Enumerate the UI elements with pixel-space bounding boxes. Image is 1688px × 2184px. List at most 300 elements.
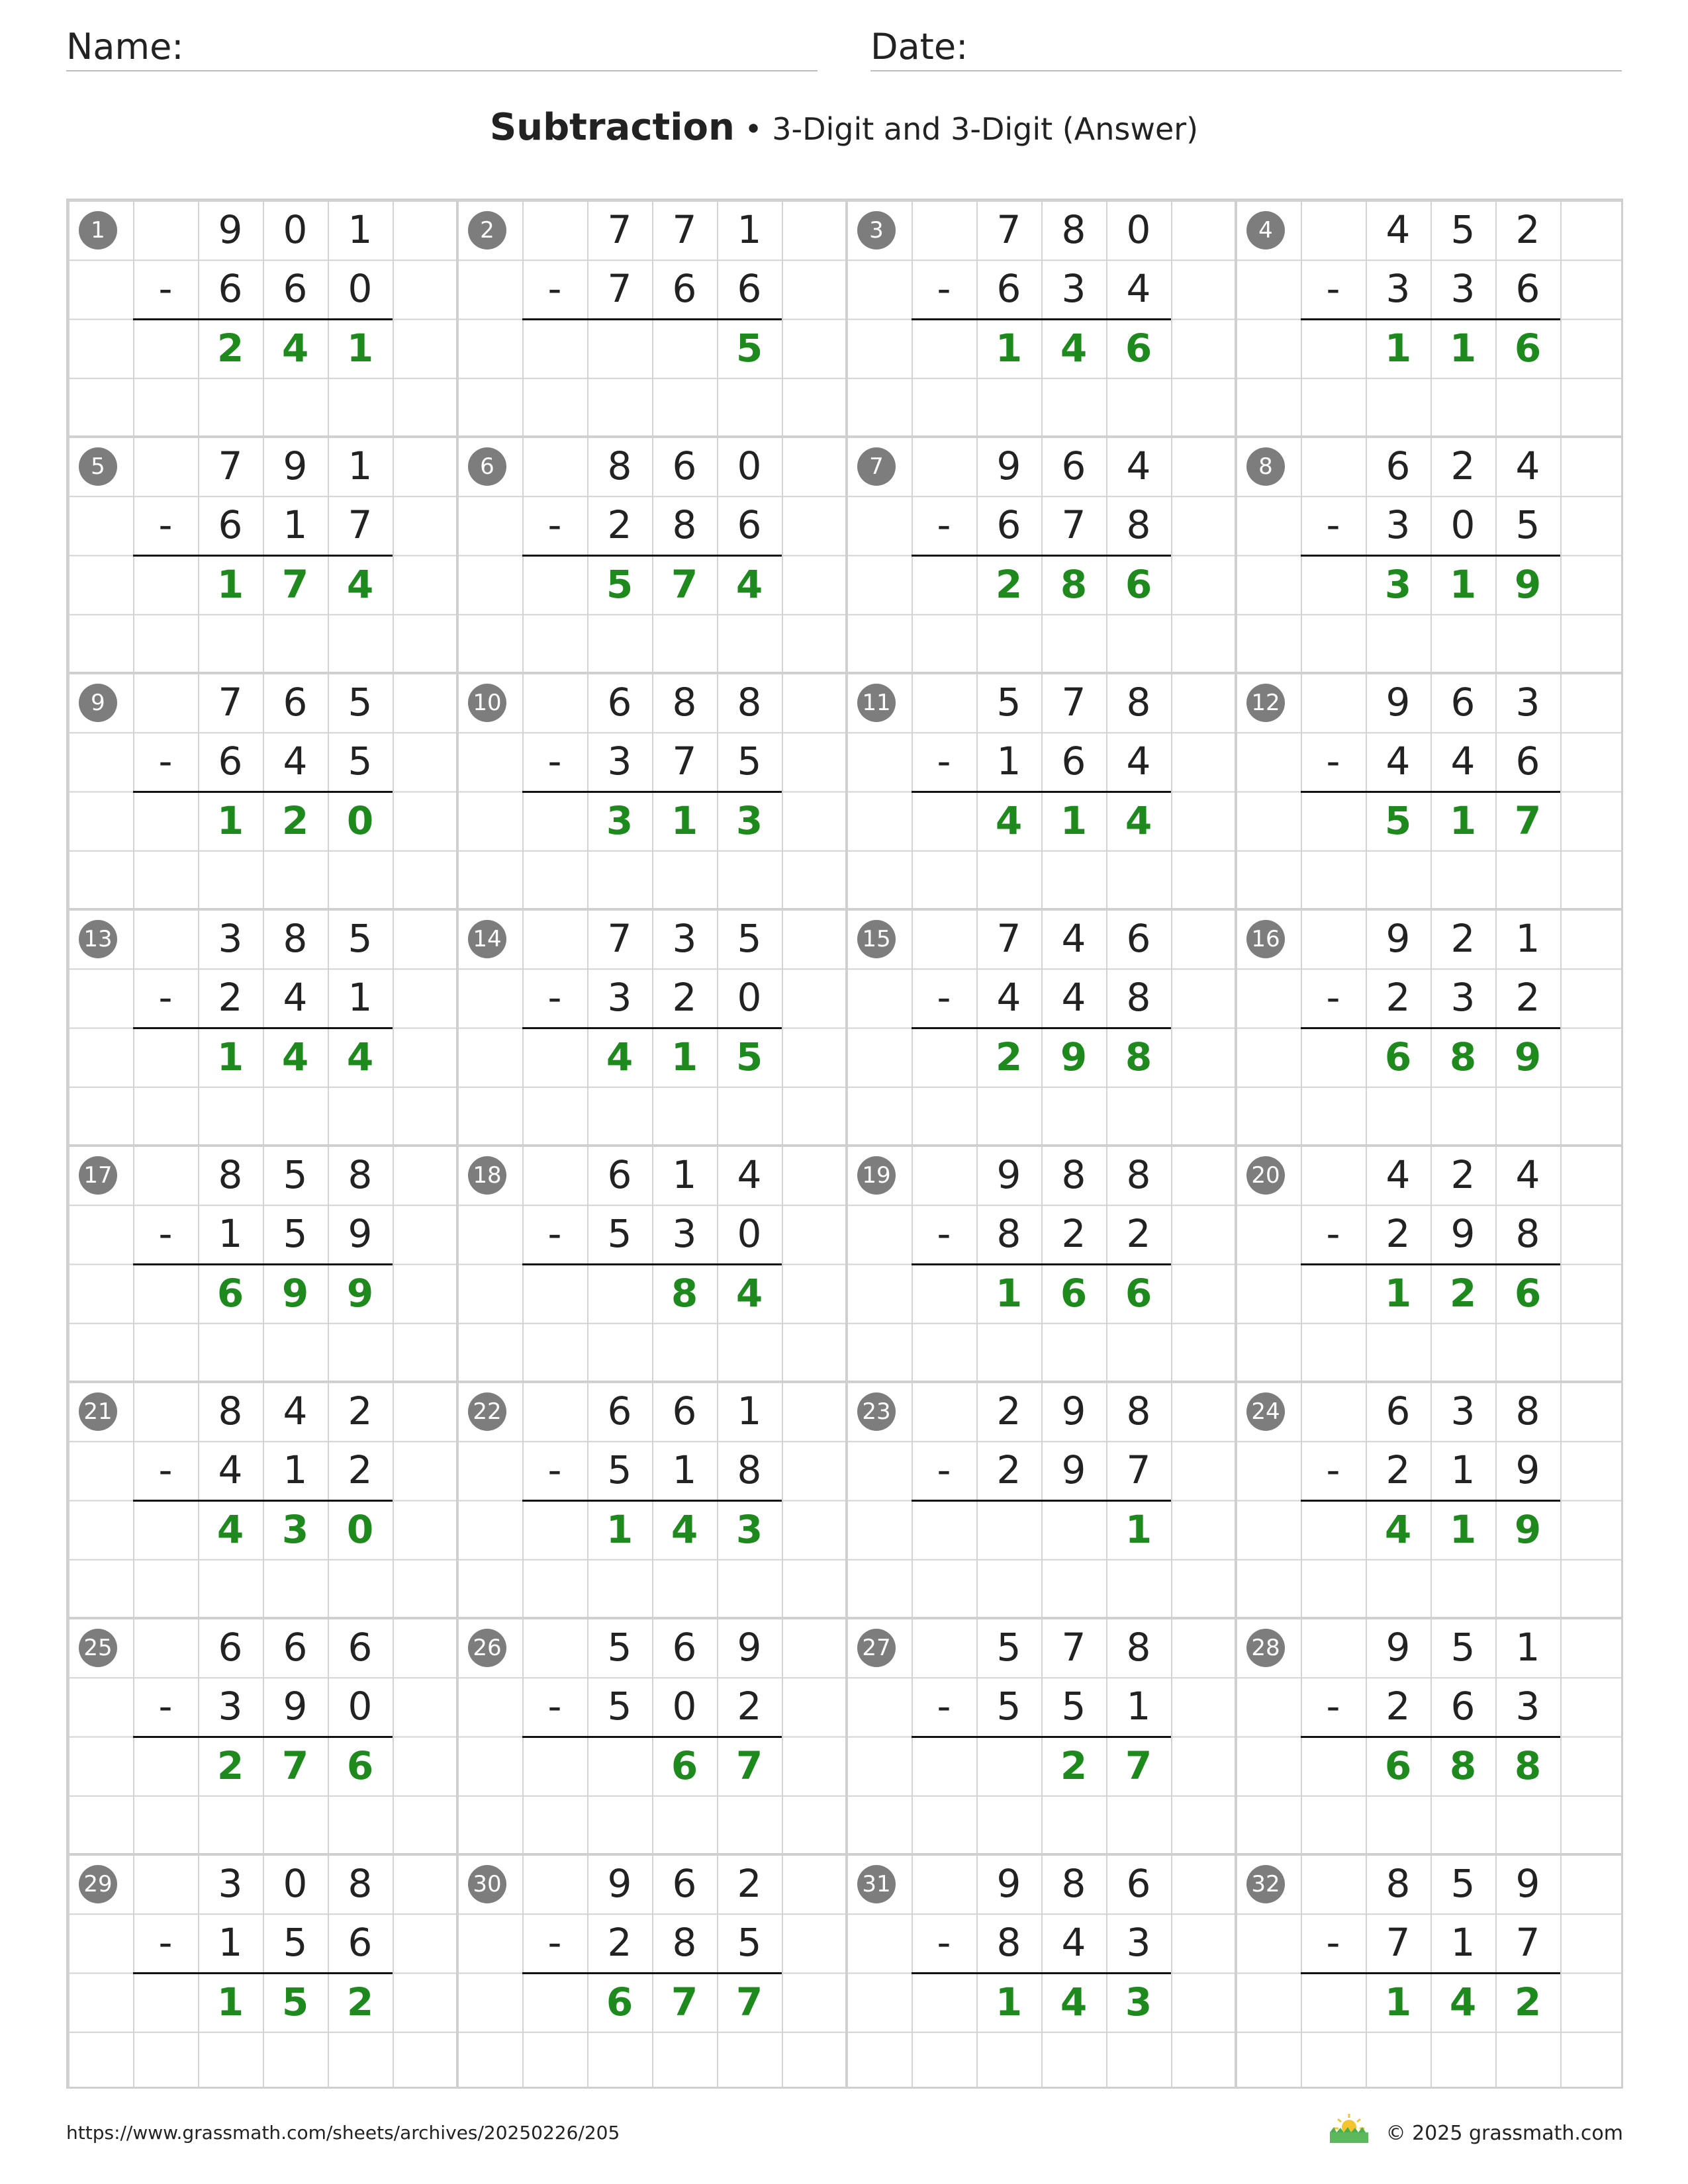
answer-digit: 1 [1384, 1979, 1412, 2025]
answer-digit: 5 [606, 561, 633, 607]
problem-block [847, 909, 1236, 1146]
minus-sign: - [1326, 502, 1340, 548]
subtrahend-digit: 4 [1061, 1920, 1086, 1966]
subtrahend-digit: 8 [996, 1211, 1021, 1257]
subtrahend-digit: 9 [1450, 1211, 1476, 1257]
answer-digit: 4 [1384, 1506, 1412, 1552]
minuend-digit: 3 [218, 916, 243, 961]
date-label: Date: [870, 26, 968, 68]
answer-digit: 1 [216, 561, 244, 607]
answer-digit: 5 [1384, 797, 1412, 843]
problem-block [847, 1382, 1236, 1618]
problem-block [68, 673, 457, 909]
problem-block [1236, 673, 1625, 909]
subtrahend-digit: 6 [283, 266, 308, 312]
minus-sign: - [547, 739, 562, 784]
minuend-digit: 7 [607, 916, 632, 961]
minuend-digit: 5 [737, 916, 762, 961]
answer-digit: 6 [1384, 1034, 1412, 1079]
answer-digit: 3 [606, 797, 633, 843]
answer-digit: 1 [1449, 797, 1477, 843]
minuend-digit: 6 [607, 1152, 632, 1197]
subtrahend-digit: 3 [1061, 266, 1086, 312]
answer-digit: 2 [995, 1034, 1023, 1079]
subtrahend-digit: 9 [283, 1684, 308, 1729]
problem-number-badge: 28 [1246, 1629, 1285, 1667]
minuend-digit: 0 [283, 1861, 308, 1906]
subtrahend-digit: 6 [1061, 739, 1086, 784]
minuend-digit: 3 [1450, 1388, 1476, 1433]
problem-number-badge: 15 [857, 920, 896, 958]
subtrahend-digit: 5 [283, 1920, 308, 1966]
minuend-digit: 9 [1385, 680, 1411, 725]
problem-block [68, 1146, 457, 1382]
answer-digit: 4 [1449, 1979, 1477, 2025]
subtrahend-digit: 3 [607, 739, 632, 784]
answer-digit: 7 [1514, 797, 1542, 843]
subtrahend-digit: 2 [1061, 1211, 1086, 1257]
subtrahend-digit: 7 [1515, 1920, 1540, 1966]
answer-digit: 4 [346, 1034, 374, 1079]
answer-digit: 6 [216, 1270, 244, 1316]
minuend-digit: 6 [348, 1625, 373, 1670]
answer-digit: 1 [1384, 1270, 1412, 1316]
problem-number-badge: 25 [79, 1629, 117, 1667]
subtrahend-digit: 2 [1385, 975, 1411, 1021]
subtrahend-digit: 9 [1061, 1447, 1086, 1493]
minuend-digit: 8 [1061, 207, 1086, 252]
answer-digit: 9 [346, 1270, 374, 1316]
title-subtitle: • 3-Digit and 3-Digit (Answer) [734, 111, 1199, 147]
minuend-digit: 6 [1061, 443, 1086, 488]
problem-block [68, 437, 457, 673]
subtrahend-digit: 8 [737, 1447, 762, 1493]
problem-number-badge: 29 [79, 1865, 117, 1903]
minuend-digit: 6 [1450, 680, 1476, 725]
answer-digit: 7 [671, 561, 698, 607]
subtrahend-digit: 7 [607, 266, 632, 312]
subtrahend-digit: 0 [737, 975, 762, 1021]
subtrahend-digit: 6 [1515, 266, 1540, 312]
minus-sign: - [158, 1211, 173, 1257]
answer-digit: 6 [1514, 1270, 1542, 1316]
subtrahend-digit: 8 [672, 502, 697, 548]
answer-digit: 4 [671, 1506, 698, 1552]
minuend-digit: 8 [1061, 1152, 1086, 1197]
minuend-digit: 9 [996, 443, 1021, 488]
answer-digit: 6 [1125, 561, 1152, 607]
problem-block [1236, 201, 1625, 437]
minus-sign: - [547, 266, 562, 312]
answer-digit: 4 [216, 1506, 244, 1552]
problem-block [457, 1854, 847, 2091]
problem-block [847, 437, 1236, 673]
minuend-digit: 7 [996, 207, 1021, 252]
subtrahend-digit: 1 [672, 1447, 697, 1493]
minuend-digit: 6 [283, 1625, 308, 1670]
subtrahend-digit: 1 [996, 739, 1021, 784]
subtrahend-digit: 1 [218, 1211, 243, 1257]
subtrahend-digit: 9 [348, 1211, 373, 1257]
problem-grid [66, 199, 1623, 2089]
minuend-digit: 6 [1126, 1861, 1151, 1906]
answer-digit: 6 [671, 1743, 698, 1788]
subtrahend-digit: 1 [1126, 1684, 1151, 1729]
subtrahend-digit: 9 [1515, 1447, 1540, 1493]
answer-digit: 7 [735, 1743, 763, 1788]
subtrahend-digit: 3 [1385, 266, 1411, 312]
subtrahend-digit: 3 [218, 1684, 243, 1729]
answer-digit: 3 [735, 1506, 763, 1552]
minuend-digit: 0 [283, 207, 308, 252]
answer-digit: 9 [1514, 1506, 1542, 1552]
problem-block [457, 1382, 847, 1618]
problem-number-badge: 16 [1246, 920, 1285, 958]
answer-digit: 5 [281, 1979, 309, 2025]
answer-digit: 1 [346, 325, 374, 371]
subtrahend-digit: 2 [348, 1447, 373, 1493]
problem-block [847, 1854, 1236, 2091]
subtrahend-digit: 5 [1061, 1684, 1086, 1729]
subtrahend-digit: 5 [607, 1211, 632, 1257]
subtrahend-digit: 6 [737, 502, 762, 548]
minuend-digit: 8 [737, 680, 762, 725]
answer-digit: 0 [346, 797, 374, 843]
problem-number-badge: 7 [857, 447, 896, 486]
problem-block [1236, 1854, 1625, 2091]
minuend-digit: 5 [996, 680, 1021, 725]
minuend-digit: 6 [672, 1861, 697, 1906]
problem-number-badge: 6 [468, 447, 506, 486]
minuend-digit: 5 [1450, 1861, 1476, 1906]
answer-digit: 4 [606, 1034, 633, 1079]
title-main: Subtraction [489, 106, 735, 149]
minus-sign: - [937, 1211, 951, 1257]
problem-block [68, 201, 457, 437]
problem-number-badge: 23 [857, 1392, 896, 1431]
minuend-digit: 9 [1515, 1861, 1540, 1906]
minus-sign: - [1326, 975, 1340, 1021]
minuend-digit: 5 [1450, 1625, 1476, 1670]
minus-sign: - [158, 739, 173, 784]
subtrahend-digit: 2 [737, 1684, 762, 1729]
subtrahend-digit: 8 [1126, 502, 1151, 548]
subtrahend-digit: 2 [1515, 975, 1540, 1021]
answer-digit: 6 [1125, 325, 1152, 371]
problem-block [457, 909, 847, 1146]
answer-digit: 1 [1125, 1506, 1152, 1552]
minuend-digit: 5 [1450, 207, 1476, 252]
subtrahend-digit: 4 [283, 975, 308, 1021]
answer-digit: 2 [995, 561, 1023, 607]
problem-block [457, 673, 847, 909]
minuend-digit: 9 [218, 207, 243, 252]
minus-sign: - [1326, 1447, 1340, 1493]
minuend-digit: 6 [218, 1625, 243, 1670]
problem-number-badge: 17 [79, 1156, 117, 1195]
minus-sign: - [1326, 1920, 1340, 1966]
minuend-digit: 1 [348, 443, 373, 488]
minuend-digit: 8 [218, 1388, 243, 1433]
subtrahend-digit: 5 [1515, 502, 1540, 548]
problem-block [68, 1854, 457, 2091]
subtrahend-digit: 6 [996, 266, 1021, 312]
answer-digit: 1 [995, 325, 1023, 371]
minuend-digit: 1 [672, 1152, 697, 1197]
minuend-digit: 7 [672, 207, 697, 252]
subtrahend-digit: 1 [1450, 1447, 1476, 1493]
subtrahend-digit: 1 [283, 1447, 308, 1493]
problem-block [847, 1146, 1236, 1382]
minuend-digit: 8 [218, 1152, 243, 1197]
answer-digit: 7 [281, 1743, 309, 1788]
answer-digit: 9 [1060, 1034, 1088, 1079]
problem-number-badge: 12 [1246, 684, 1285, 722]
minuend-digit: 4 [1515, 443, 1540, 488]
minus-sign: - [158, 266, 173, 312]
answer-digit: 3 [1125, 1979, 1152, 2025]
subtrahend-digit: 7 [672, 739, 697, 784]
answer-digit: 8 [1514, 1743, 1542, 1788]
answer-digit: 2 [346, 1979, 374, 2025]
subtrahend-digit: 0 [348, 266, 373, 312]
subtrahend-digit: 4 [218, 1447, 243, 1493]
subtrahend-digit: 3 [672, 1211, 697, 1257]
minus-sign: - [547, 502, 562, 548]
answer-digit: 3 [281, 1506, 309, 1552]
minuend-digit: 6 [672, 1388, 697, 1433]
subtrahend-digit: 4 [1385, 739, 1411, 784]
minuend-digit: 8 [1385, 1861, 1411, 1906]
problem-block [68, 909, 457, 1146]
minuend-digit: 9 [1061, 1388, 1086, 1433]
subtrahend-digit: 3 [1515, 1684, 1540, 1729]
subtrahend-digit: 2 [672, 975, 697, 1021]
name-field[interactable] [66, 24, 818, 71]
footer-copyright: © 2025 grassmath.com [1385, 2122, 1623, 2145]
minuend-digit: 0 [737, 443, 762, 488]
minuend-digit: 7 [996, 916, 1021, 961]
subtrahend-digit: 2 [218, 975, 243, 1021]
minuend-digit: 5 [996, 1625, 1021, 1670]
minuend-digit: 8 [1126, 1388, 1151, 1433]
problem-number-badge: 4 [1246, 211, 1285, 250]
answer-digit: 1 [995, 1979, 1023, 2025]
subtrahend-digit: 6 [1515, 739, 1540, 784]
subtrahend-digit: 5 [348, 739, 373, 784]
subtrahend-digit: 1 [1450, 1920, 1476, 1966]
subtrahend-digit: 2 [1385, 1684, 1411, 1729]
subtrahend-digit: 5 [996, 1684, 1021, 1729]
problem-block [457, 1146, 847, 1382]
answer-digit: 8 [671, 1270, 698, 1316]
answer-digit: 9 [1514, 1034, 1542, 1079]
answer-digit: 1 [671, 797, 698, 843]
minuend-digit: 8 [607, 443, 632, 488]
answer-digit: 7 [281, 561, 309, 607]
problem-number-badge: 30 [468, 1865, 506, 1903]
minus-sign: - [937, 1684, 951, 1729]
subtrahend-digit: 7 [1385, 1920, 1411, 1966]
minuend-digit: 7 [218, 443, 243, 488]
date-field[interactable] [870, 24, 1622, 71]
problem-block [457, 201, 847, 437]
problem-number-badge: 8 [1246, 447, 1285, 486]
minus-sign: - [937, 502, 951, 548]
subtrahend-digit: 6 [348, 1920, 373, 1966]
minuend-digit: 2 [348, 1388, 373, 1433]
minus-sign: - [937, 975, 951, 1021]
answer-digit: 4 [1060, 1979, 1088, 2025]
minuend-digit: 8 [1126, 680, 1151, 725]
minuend-digit: 3 [1515, 680, 1540, 725]
subtrahend-digit: 6 [218, 739, 243, 784]
subtrahend-digit: 6 [737, 266, 762, 312]
subtrahend-digit: 4 [1126, 739, 1151, 784]
minuend-digit: 6 [672, 1625, 697, 1670]
minus-sign: - [1326, 1684, 1340, 1729]
answer-digit: 6 [1125, 1270, 1152, 1316]
problem-number-badge: 10 [468, 684, 506, 722]
minus-sign: - [1326, 739, 1340, 784]
subtrahend-digit: 1 [218, 1920, 243, 1966]
minuend-digit: 5 [348, 680, 373, 725]
problem-number-badge: 22 [468, 1392, 506, 1431]
problem-block [847, 1618, 1236, 1854]
minuend-digit: 9 [737, 1625, 762, 1670]
subtrahend-digit: 6 [996, 502, 1021, 548]
answer-digit: 6 [1514, 325, 1542, 371]
problem-block [1236, 1618, 1625, 1854]
minus-sign: - [1326, 1211, 1340, 1257]
problem-number-badge: 14 [468, 920, 506, 958]
problem-block [1236, 1146, 1625, 1382]
subtrahend-digit: 1 [283, 502, 308, 548]
subtrahend-digit: 0 [1450, 502, 1476, 548]
problem-number-badge: 13 [79, 920, 117, 958]
problem-number-badge: 24 [1246, 1392, 1285, 1431]
answer-digit: 4 [1060, 325, 1088, 371]
answer-digit: 2 [281, 797, 309, 843]
answer-digit: 1 [995, 1270, 1023, 1316]
subtrahend-digit: 8 [1515, 1211, 1540, 1257]
problem-block [457, 1618, 847, 1854]
minuend-digit: 1 [737, 1388, 762, 1433]
problem-number-badge: 2 [468, 211, 506, 250]
answer-digit: 2 [216, 325, 244, 371]
answer-digit: 5 [735, 325, 763, 371]
grass-sun-logo-icon [1327, 2111, 1371, 2146]
minuend-digit: 2 [1450, 1152, 1476, 1197]
minuend-digit: 8 [1515, 1388, 1540, 1433]
minuend-digit: 6 [1385, 443, 1411, 488]
subtrahend-digit: 7 [348, 502, 373, 548]
problem-number-badge: 32 [1246, 1865, 1285, 1903]
problem-number-badge: 5 [79, 447, 117, 486]
subtrahend-digit: 4 [1061, 975, 1086, 1021]
answer-digit: 1 [216, 1979, 244, 2025]
subtrahend-digit: 2 [996, 1447, 1021, 1493]
subtrahend-digit: 8 [996, 1920, 1021, 1966]
worksheet-title [0, 106, 1688, 149]
subtrahend-digit: 7 [1061, 502, 1086, 548]
minus-sign: - [158, 1447, 173, 1493]
minuend-digit: 9 [1385, 916, 1411, 961]
answer-digit: 1 [216, 797, 244, 843]
subtrahend-digit: 0 [672, 1684, 697, 1729]
footer-url: https://www.grassmath.com/sheets/archives/20250226/205 [66, 2122, 620, 2144]
answer-digit: 5 [735, 1034, 763, 1079]
subtrahend-digit: 2 [607, 1920, 632, 1966]
answer-digit: 4 [995, 797, 1023, 843]
minuend-digit: 9 [1385, 1625, 1411, 1670]
minuend-digit: 5 [348, 916, 373, 961]
answer-digit: 4 [346, 561, 374, 607]
minuend-digit: 2 [1515, 207, 1540, 252]
answer-digit: 1 [671, 1034, 698, 1079]
subtrahend-digit: 8 [672, 1920, 697, 1966]
problem-number-badge: 1 [79, 211, 117, 250]
minuend-digit: 1 [737, 207, 762, 252]
subtrahend-digit: 6 [672, 266, 697, 312]
problem-block [1236, 909, 1625, 1146]
minuend-digit: 9 [607, 1861, 632, 1906]
minuend-digit: 8 [283, 916, 308, 961]
subtrahend-digit: 1 [348, 975, 373, 1021]
answer-digit: 1 [1449, 561, 1477, 607]
answer-digit: 7 [1125, 1743, 1152, 1788]
subtrahend-digit: 4 [1126, 266, 1151, 312]
answer-digit: 1 [1384, 325, 1412, 371]
minuend-digit: 8 [1126, 1625, 1151, 1670]
subtrahend-digit: 6 [218, 266, 243, 312]
minuend-digit: 6 [607, 1388, 632, 1433]
problem-block [847, 673, 1236, 909]
minus-sign: - [547, 1684, 562, 1729]
answer-digit: 1 [216, 1034, 244, 1079]
problem-number-badge: 11 [857, 684, 896, 722]
answer-digit: 1 [1449, 325, 1477, 371]
answer-digit: 1 [1060, 797, 1088, 843]
answer-digit: 8 [1060, 561, 1088, 607]
subtrahend-digit: 6 [1450, 1684, 1476, 1729]
subtrahend-digit: 0 [348, 1684, 373, 1729]
problem-block [68, 1382, 457, 1618]
minuend-digit: 2 [996, 1388, 1021, 1433]
minus-sign: - [1326, 266, 1340, 312]
answer-digit: 6 [1384, 1743, 1412, 1788]
answer-digit: 2 [1514, 1979, 1542, 2025]
minuend-digit: 4 [1126, 443, 1151, 488]
problem-number-badge: 26 [468, 1629, 506, 1667]
minuend-digit: 4 [1515, 1152, 1540, 1197]
minuend-digit: 4 [737, 1152, 762, 1197]
subtrahend-digit: 4 [283, 739, 308, 784]
minuend-digit: 1 [1515, 1625, 1540, 1670]
minus-sign: - [158, 502, 173, 548]
minuend-digit: 7 [1061, 680, 1086, 725]
subtrahend-digit: 6 [218, 502, 243, 548]
answer-digit: 3 [1384, 561, 1412, 607]
answer-digit: 8 [1449, 1034, 1477, 1079]
subtrahend-digit: 4 [996, 975, 1021, 1021]
minuend-digit: 7 [607, 207, 632, 252]
answer-digit: 2 [216, 1743, 244, 1788]
problem-number-badge: 9 [79, 684, 117, 722]
minuend-digit: 1 [348, 207, 373, 252]
problem-block [847, 201, 1236, 437]
minuend-digit: 1 [1515, 916, 1540, 961]
